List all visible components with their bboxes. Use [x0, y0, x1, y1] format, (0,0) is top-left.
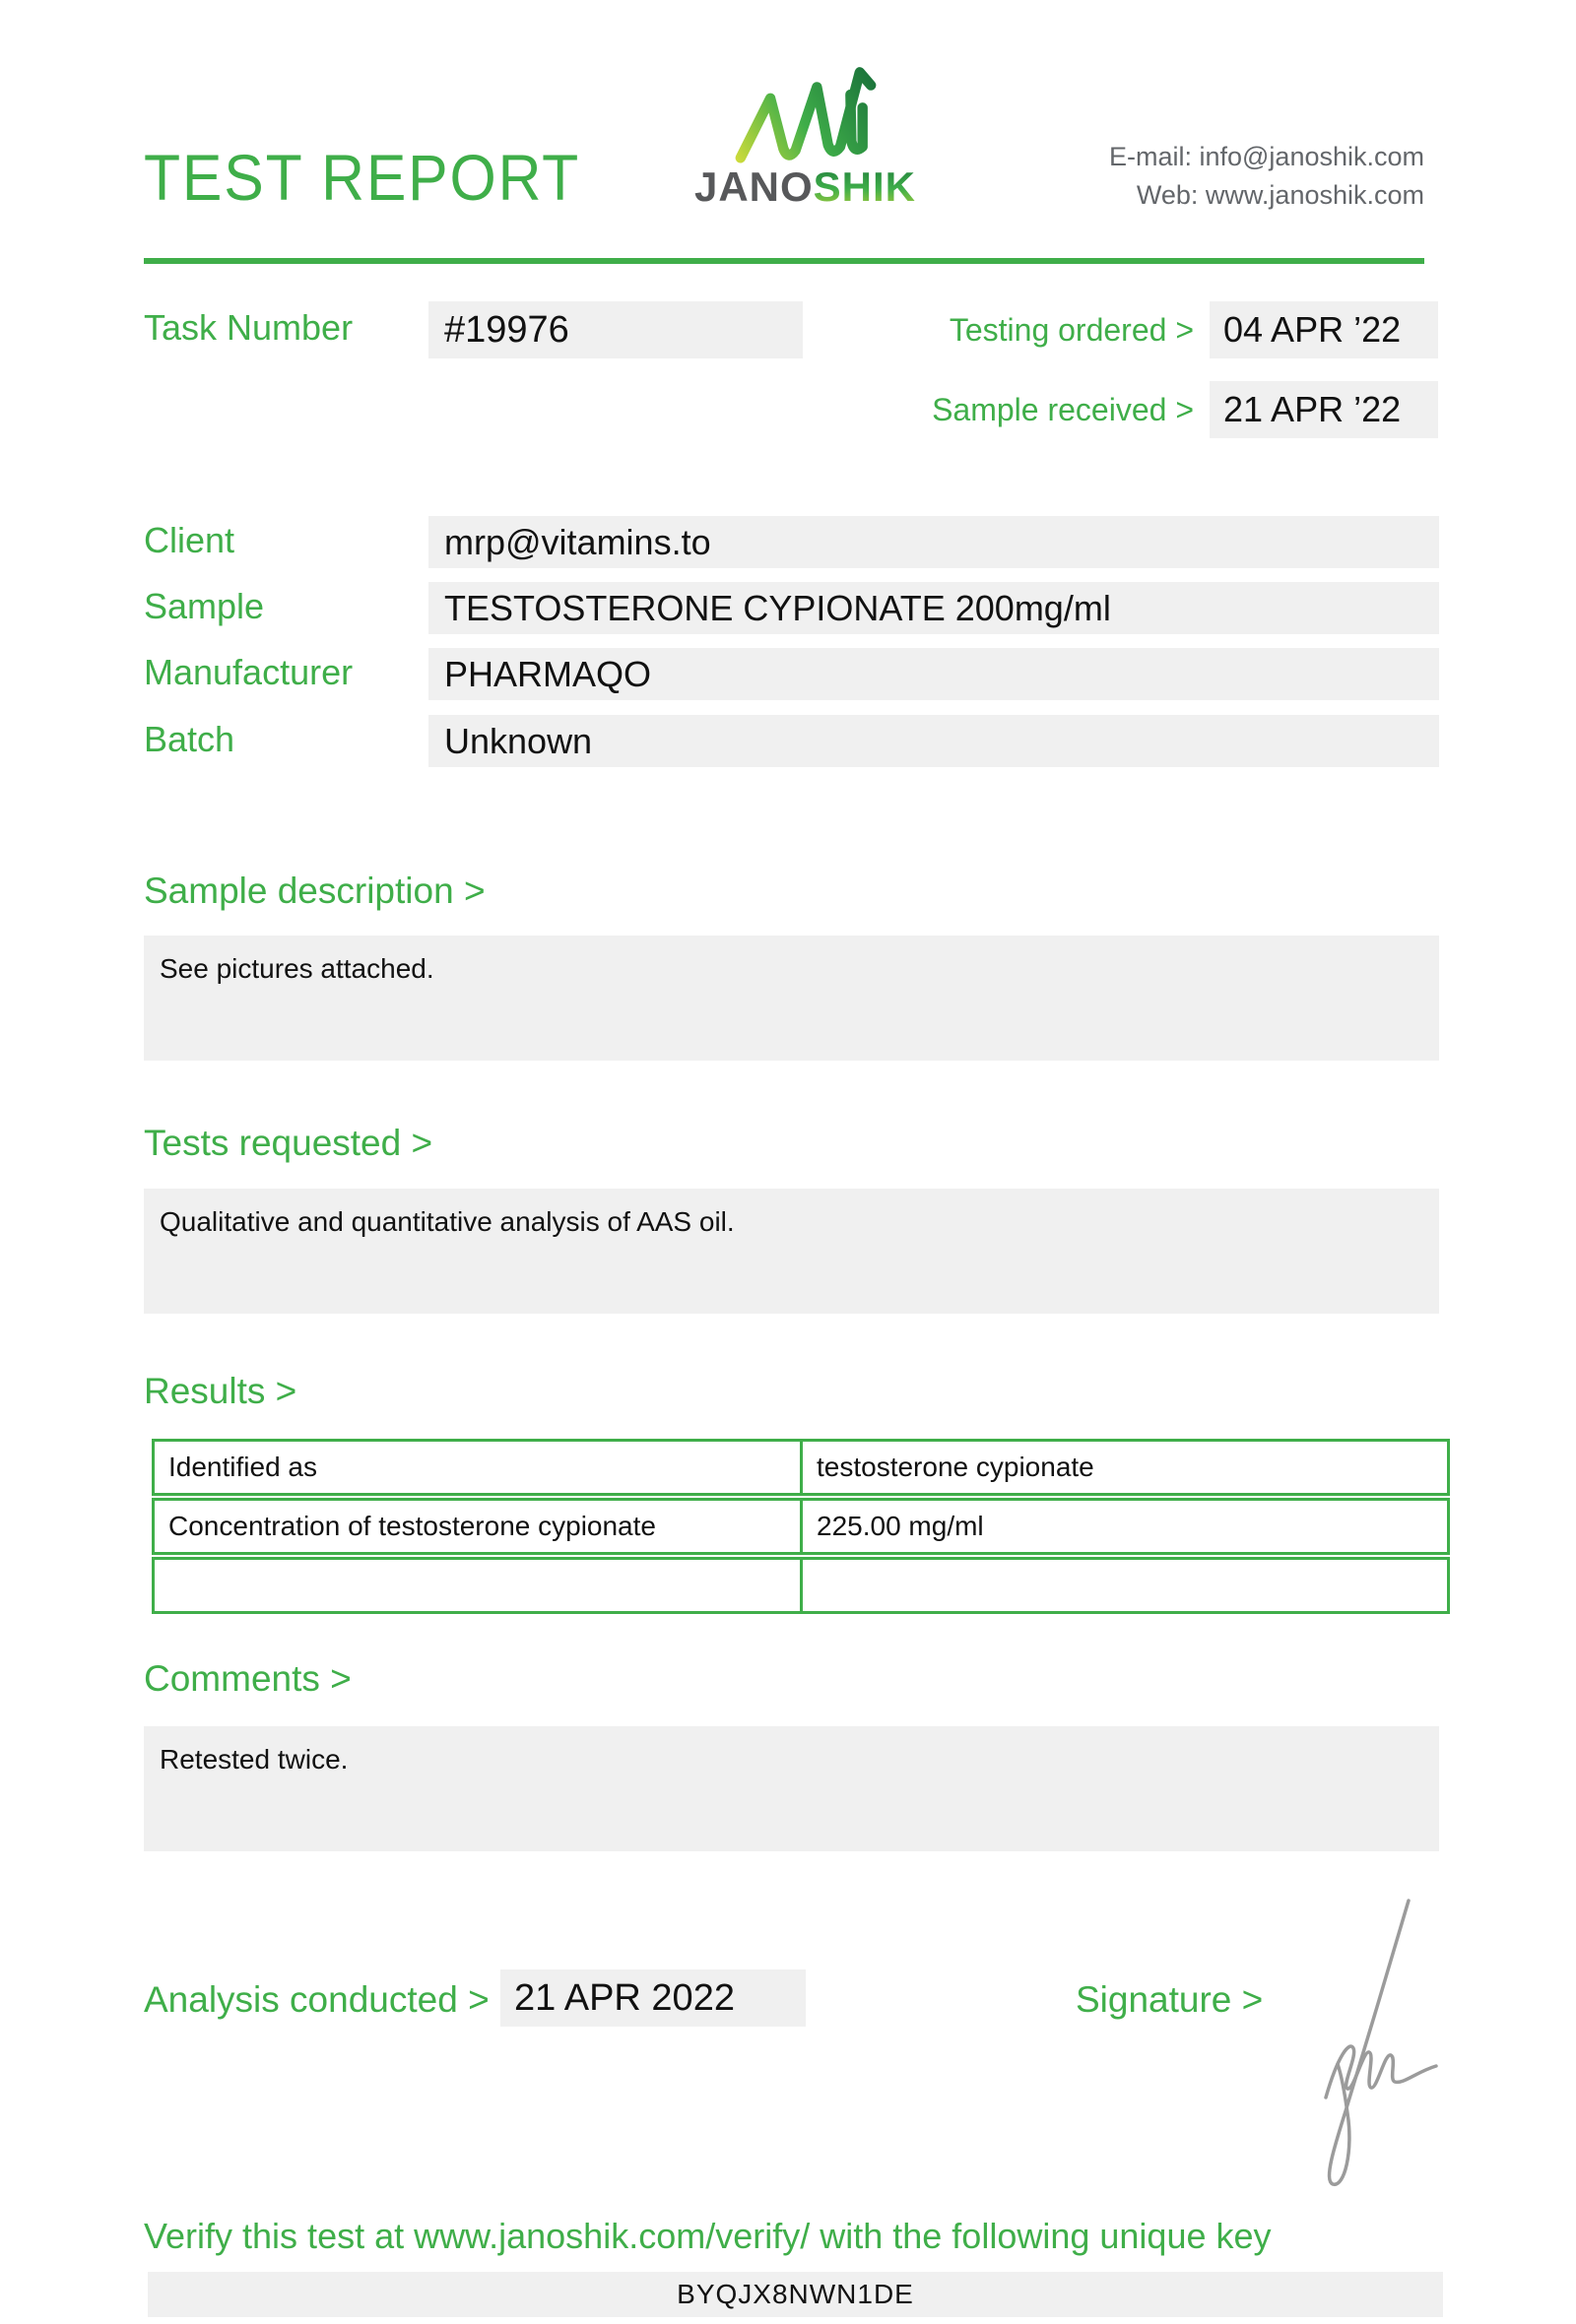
signature-label: Signature >: [1076, 1979, 1264, 2020]
results-table: [152, 1439, 1450, 1616]
testing-ordered-label: Testing ordered >: [949, 312, 1194, 348]
web-label: Web:: [1136, 180, 1199, 211]
manufacturer-value: PHARMAQO: [428, 648, 1439, 700]
tests-requested-box: Qualitative and quantitative analysis of AAS oil.: [144, 1189, 1439, 1314]
task-number-label: Task Number: [144, 307, 354, 348]
web-value: www.janoshik.com: [1205, 180, 1424, 211]
contact-web-line: [1109, 176, 1424, 215]
sample-description-box: See pictures attached.: [144, 936, 1439, 1061]
growth-chart-icon: [727, 61, 885, 163]
testing-ordered-date: 04 APR ’22: [1210, 301, 1438, 358]
sample-value: TESTOSTERONE CYPIONATE 200mg/ml: [428, 582, 1439, 634]
email-label: E-mail:: [1108, 142, 1192, 171]
result-name: [155, 1560, 803, 1611]
tests-requested-heading: Tests requested >: [144, 1123, 433, 1163]
header-divider: [144, 258, 1424, 264]
result-value: [803, 1560, 1447, 1611]
batch-value: Unknown: [428, 715, 1439, 767]
logo-wordmark: [685, 163, 926, 211]
verify-instruction: Verify this test at www.janoshik.com/verify/ with the following unique key: [144, 2216, 1272, 2256]
task-number-value: #19976: [428, 301, 803, 358]
handwritten-signature: [1298, 1893, 1456, 2188]
verify-key: BYQJX8NWN1DE: [148, 2272, 1443, 2317]
batch-label: Batch: [144, 719, 235, 759]
results-heading: Results >: [144, 1371, 297, 1411]
client-value: mrp@vitamins.to: [428, 516, 1439, 568]
page-title: TEST REPORT: [144, 141, 581, 214]
logo-word-jano: JANO: [693, 163, 814, 210]
result-value: 225.00 mg/ml: [817, 1511, 984, 1541]
sample-label: Sample: [144, 586, 265, 626]
manufacturer-label: Manufacturer: [144, 652, 354, 692]
sample-received-label: Sample received >: [932, 392, 1194, 427]
table-row: [152, 1498, 1450, 1555]
logo-word-shik: SHIK: [813, 163, 917, 210]
janoshik-logo: [685, 61, 926, 211]
result-value: testosterone cypionate: [817, 1452, 1094, 1482]
sample-description-heading: Sample description >: [144, 871, 486, 911]
result-name: Identified as: [155, 1442, 803, 1493]
result-name: Concentration of testosterone cypionate: [155, 1501, 803, 1552]
email-value: info@janoshik.com: [1199, 142, 1424, 171]
contact-email-line: [1109, 138, 1424, 176]
analysis-date: 21 APR 2022: [500, 1969, 806, 2027]
contact-block: [1109, 138, 1424, 215]
sample-received-date: 21 APR ’22: [1210, 381, 1438, 438]
table-row: [152, 1439, 1450, 1496]
analysis-conducted-label: Analysis conducted >: [144, 1979, 490, 2020]
comments-heading: Comments >: [144, 1658, 352, 1699]
comments-box: Retested twice.: [144, 1726, 1439, 1851]
table-row: [152, 1557, 1450, 1614]
client-label: Client: [144, 520, 235, 560]
